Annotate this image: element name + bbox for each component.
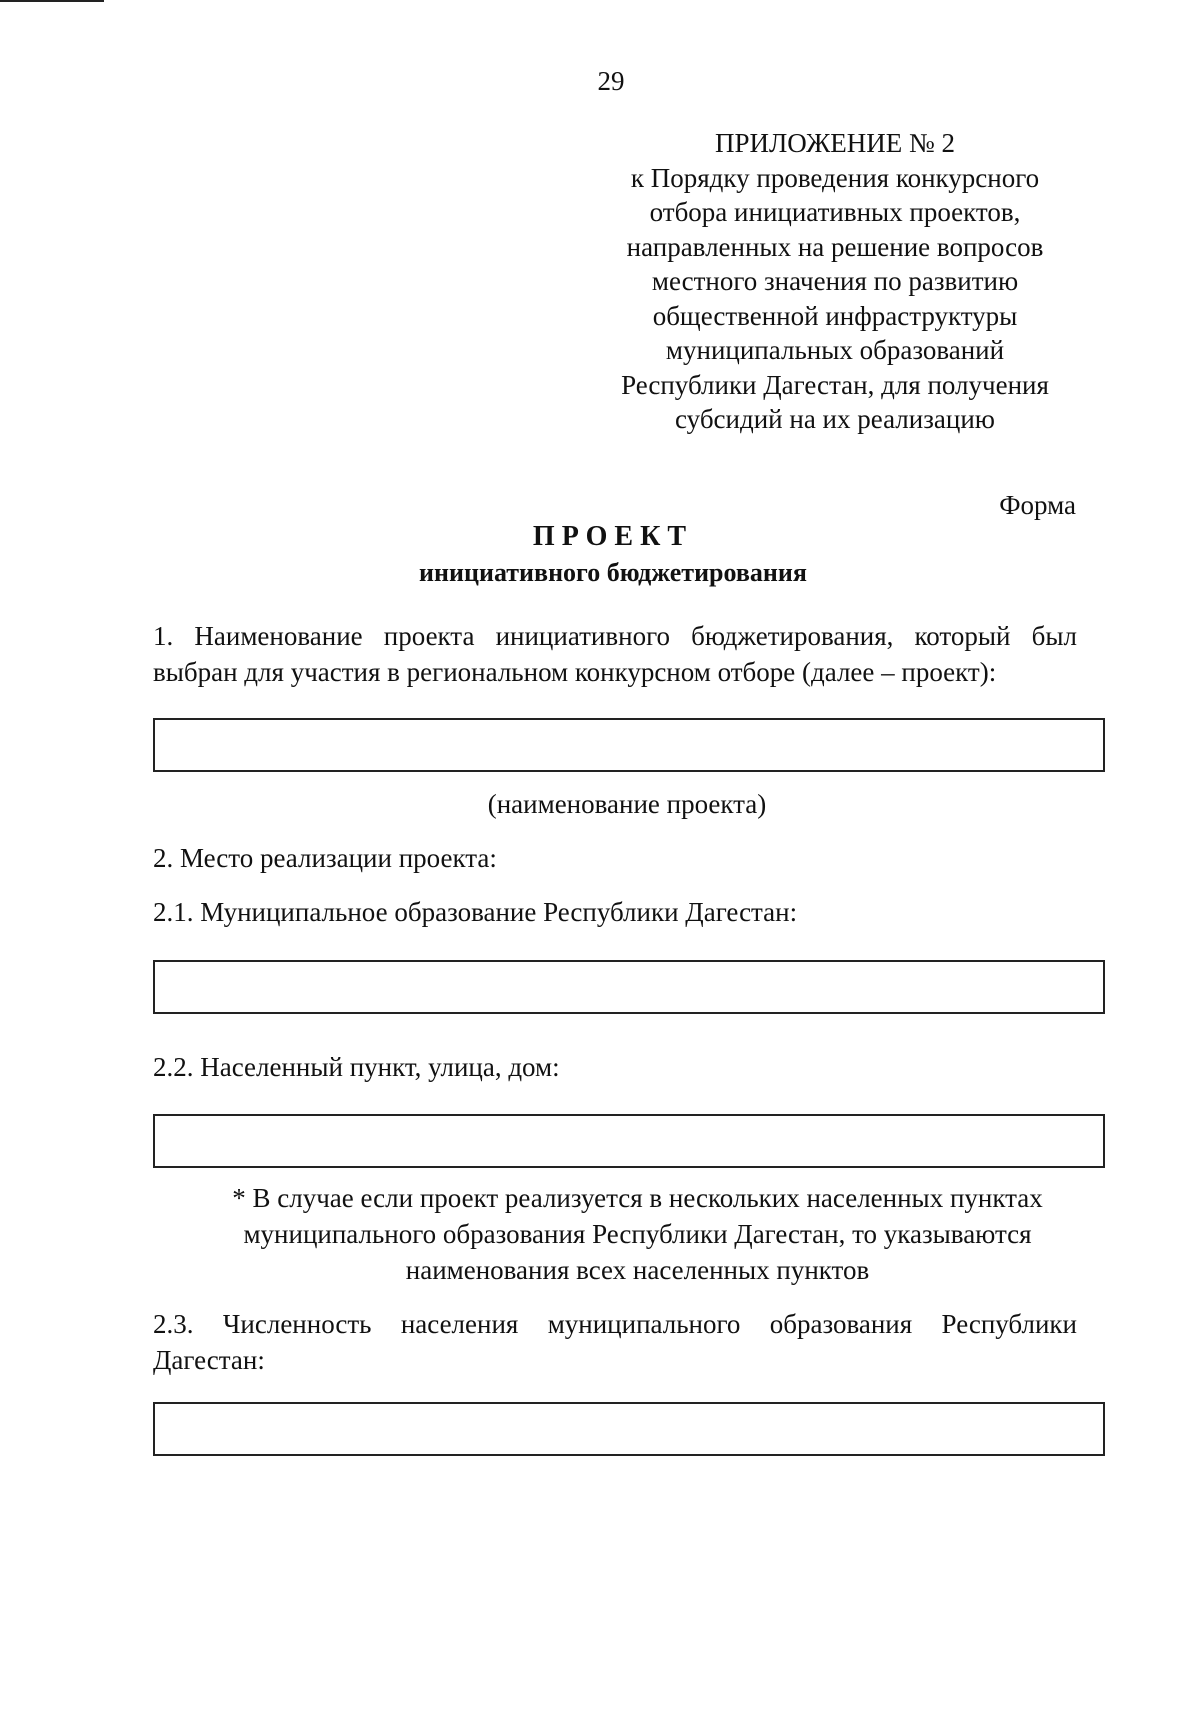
appendix-line: субсидий на их реализацию — [675, 404, 995, 434]
appendix-title: ПРИЛОЖЕНИЕ № 2 — [714, 128, 956, 158]
appendix-line: общественной инфраструктуры — [652, 300, 1018, 331]
section-2-2-note: * В случае если проект реализуется в нескольких населенных пунктах муниципального образования Республики Дагестан, то указываются наименования всех населенных пунктов — [232, 1183, 1043, 1285]
form-label: Форма — [999, 490, 1076, 520]
population-field[interactable] — [153, 1402, 1105, 1456]
appendix-line: отбора инициативных проектов, — [649, 197, 1021, 227]
section-1-text: 1. Наименование проекта инициативного бюджетирования, который был выбран для участия в региональном конкурсном отборе (далее – проект): — [153, 621, 1077, 687]
appendix-line: направленных на решение вопросов — [626, 231, 1044, 262]
appendix-line: местного значения по развитию — [651, 266, 1019, 296]
project-name-field[interactable] — [153, 718, 1105, 772]
project-name-caption: (наименование проекта) — [487, 789, 767, 819]
address-field[interactable] — [153, 1114, 1105, 1168]
municipality-field[interactable] — [153, 960, 1105, 1014]
section-2-3-text: 2.3. Численность населения муниципального образования Республики Дагестан: — [153, 1309, 1077, 1375]
appendix-line: к Порядку проведения конкурсного — [630, 162, 1040, 193]
section-2-2-text: 2.2. Населенный пункт, улица, дом: — [153, 1052, 560, 1082]
section-2-text: 2. Место реализации проекта: — [153, 843, 497, 873]
appendix-header — [595, 126, 1075, 437]
document-subtitle: инициативного бюджетирования — [419, 558, 807, 587]
scan-edge-mark — [0, 0, 104, 2]
page-number: 29 — [597, 66, 625, 96]
document-title: ПРОЕКТ — [532, 521, 694, 552]
section-2-1-text: 2.1. Муниципальное образование Республики Дагестан: — [153, 897, 798, 927]
appendix-line: муниципальных образований — [665, 335, 1005, 365]
appendix-line: Республики Дагестан, для получения — [621, 369, 1049, 400]
